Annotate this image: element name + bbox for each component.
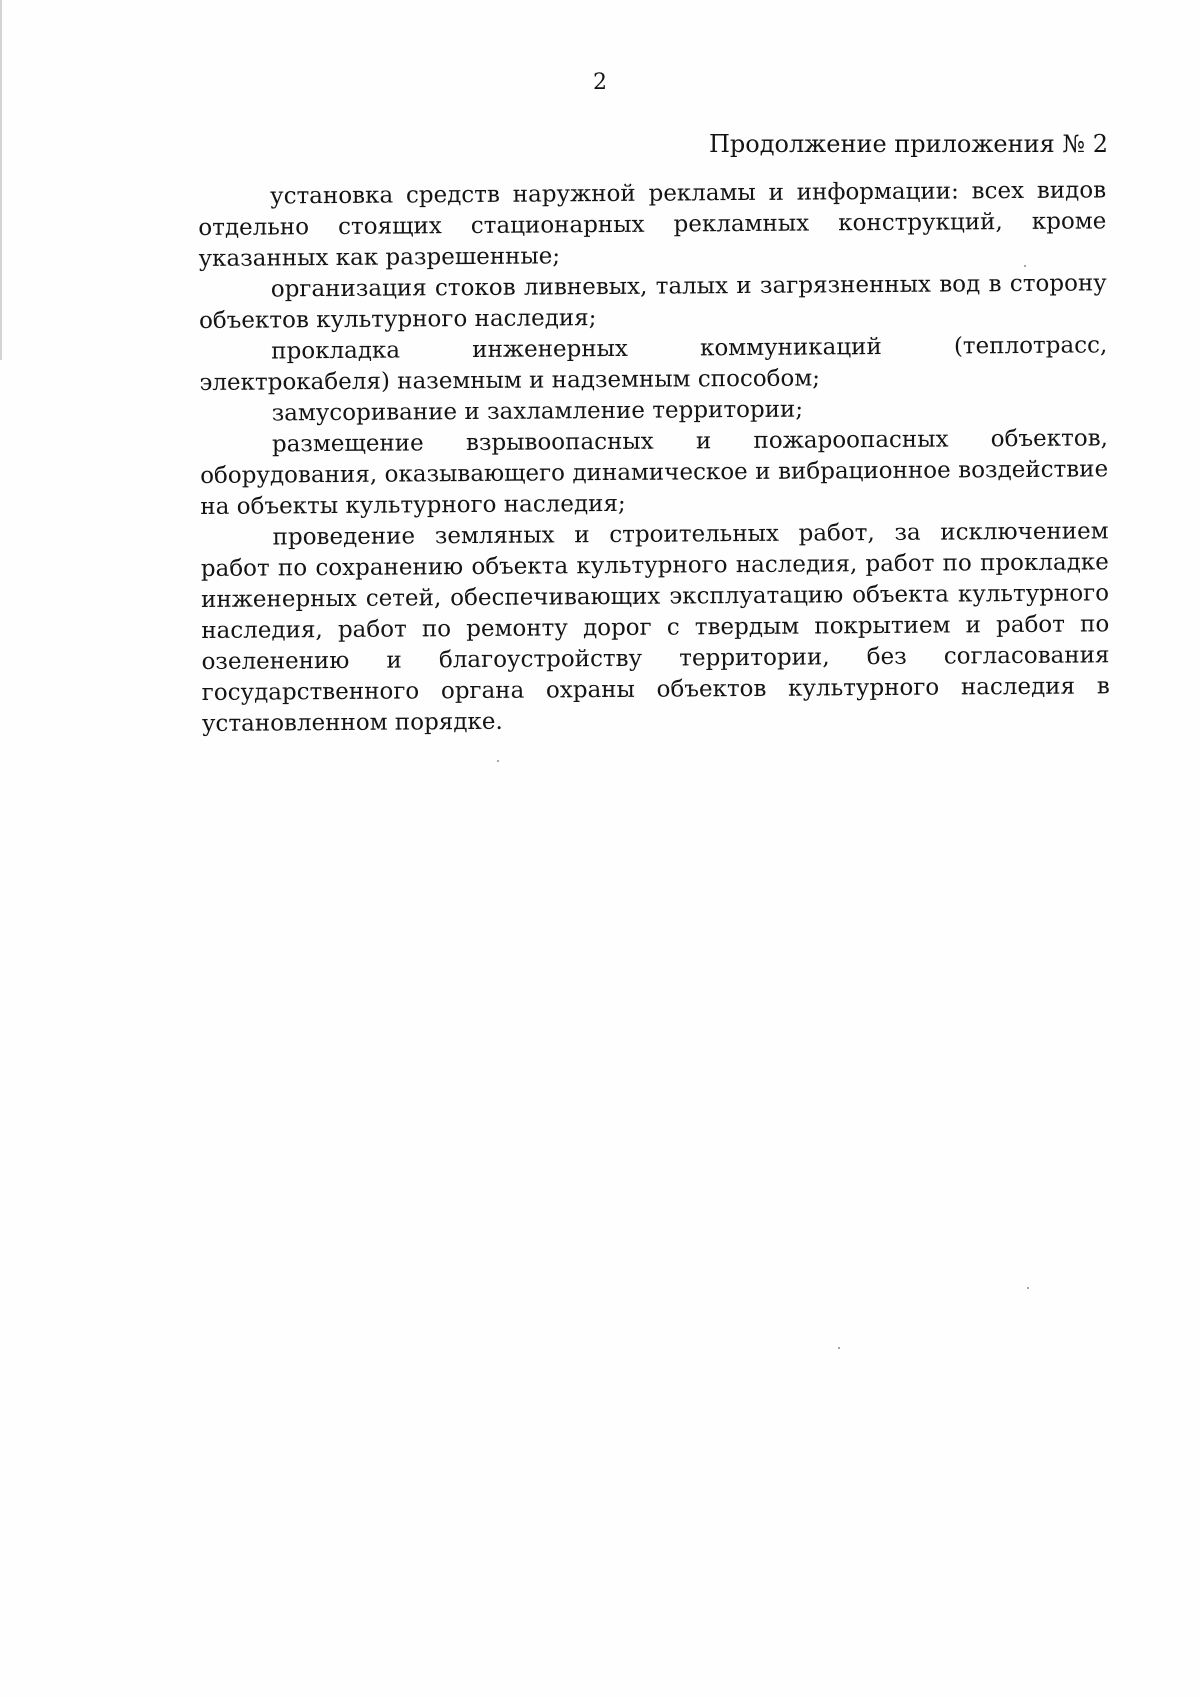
document-body bbox=[198, 175, 1110, 740]
paragraph-earthworks: проведение земляных и строительных работ, за исключением работ по сохранению объекта культурного наследия, работ по прокладке инженерных сетей, обеспечивающих эксплуатацию объекта культурного наследия, работ по ремонту дорог с твердым покрытием и работ по озеленению и благоустройству территории, без согласования государственного органа охраны объектов культурного наследия в установленном порядке. bbox=[200, 518, 1110, 737]
scan-speck bbox=[497, 760, 499, 762]
paragraph-outdoor-advertising: установка средств наружной рекламы и информации: всех видов отдельно стоящих стационарных рекламных конструкций, кроме указанных как разрешенные; bbox=[198, 177, 1107, 272]
paragraph-engineering-utilities: прокладка инженерных коммуникаций (теплотрасс, электрокабеля) наземным и надземным способом; bbox=[199, 332, 1108, 396]
scan-edge bbox=[0, 0, 2, 360]
page-number: 2 bbox=[593, 70, 607, 95]
paragraph-water-runoff: организация стоков ливневых, талых и загрязненных вод в сторону объектов культурного наследия; bbox=[198, 270, 1107, 334]
scan-speck bbox=[1027, 1287, 1029, 1289]
paragraph-hazardous-objects: размещение взрывоопасных и пожароопасных объектов, оборудования, оказывающего динамическое и вибрационное воздействие на объекты культурного наследия; bbox=[200, 425, 1109, 520]
scan-speck bbox=[838, 1347, 840, 1349]
appendix-label: Продолжение приложения № 2 bbox=[708, 130, 1108, 158]
paragraph-littering: замусоривание и захламление территории; bbox=[271, 396, 804, 427]
